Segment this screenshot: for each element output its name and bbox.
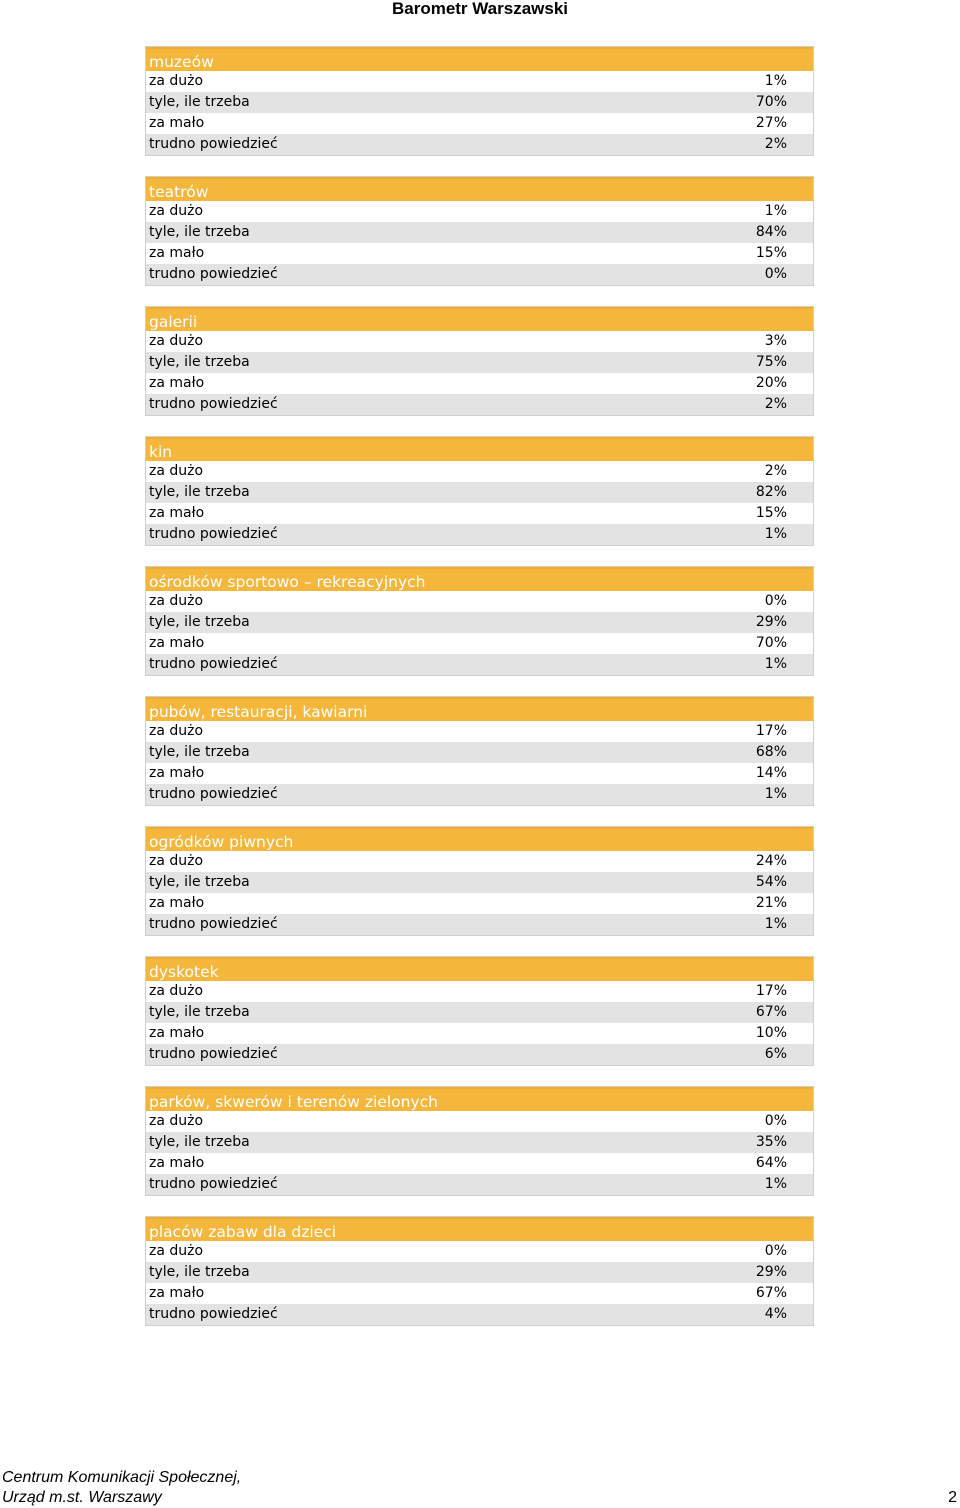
row-label: tyle, ile trzeba bbox=[149, 224, 250, 240]
table-row bbox=[146, 1132, 813, 1153]
row-value: 68% bbox=[755, 744, 787, 760]
table-row bbox=[146, 851, 813, 872]
table-row bbox=[146, 243, 813, 264]
row-label: tyle, ile trzeba bbox=[149, 354, 250, 370]
row-value: 0% bbox=[764, 1113, 787, 1129]
row-value: 17% bbox=[755, 983, 787, 999]
table-row bbox=[146, 461, 813, 482]
row-label: trudno powiedzieć bbox=[149, 656, 278, 672]
row-value: 3% bbox=[764, 333, 787, 349]
row-label: za mało bbox=[149, 505, 205, 521]
table-title: ośrodków sportowo – rekreacyjnych bbox=[146, 567, 813, 591]
table-row bbox=[146, 482, 813, 503]
row-value: 2% bbox=[764, 396, 787, 412]
row-value: 84% bbox=[755, 224, 787, 240]
row-value: 67% bbox=[755, 1285, 787, 1301]
row-value: 70% bbox=[755, 635, 787, 651]
row-label: za mało bbox=[149, 895, 205, 911]
table-row bbox=[146, 1002, 813, 1023]
row-label: tyle, ile trzeba bbox=[149, 614, 250, 630]
row-value: 2% bbox=[764, 136, 787, 152]
table-row bbox=[146, 654, 813, 675]
row-label: za mało bbox=[149, 765, 205, 781]
table-row bbox=[146, 1044, 813, 1065]
row-value: 64% bbox=[755, 1155, 787, 1171]
table-row bbox=[146, 742, 813, 763]
row-value: 1% bbox=[764, 526, 787, 542]
survey-table bbox=[145, 306, 814, 416]
row-label: za dużo bbox=[149, 1113, 204, 1129]
row-label: tyle, ile trzeba bbox=[149, 744, 250, 760]
table-title: pubów, restauracji, kawiarni bbox=[146, 697, 813, 721]
row-label: trudno powiedzieć bbox=[149, 526, 278, 542]
table-row bbox=[146, 872, 813, 893]
row-value: 54% bbox=[755, 874, 787, 890]
row-value: 75% bbox=[755, 354, 787, 370]
table-row bbox=[146, 71, 813, 92]
table-title: parków, skwerów i terenów zielonych bbox=[146, 1087, 813, 1111]
row-value: 1% bbox=[764, 916, 787, 932]
row-value: 82% bbox=[755, 484, 787, 500]
table-title: ogródków piwnych bbox=[146, 827, 813, 851]
row-label: tyle, ile trzeba bbox=[149, 1134, 250, 1150]
row-label: trudno powiedzieć bbox=[149, 786, 278, 802]
page-number: 2 bbox=[948, 1489, 957, 1506]
row-label: trudno powiedzieć bbox=[149, 136, 278, 152]
row-label: za mało bbox=[149, 1285, 205, 1301]
table-row bbox=[146, 113, 813, 134]
table-row bbox=[146, 914, 813, 935]
table-row bbox=[146, 763, 813, 784]
row-label: tyle, ile trzeba bbox=[149, 94, 250, 110]
table-row bbox=[146, 1283, 813, 1304]
survey-tables bbox=[145, 46, 814, 1346]
survey-table bbox=[145, 176, 814, 286]
table-title: dyskotek bbox=[146, 957, 813, 981]
table-row bbox=[146, 264, 813, 285]
row-value: 67% bbox=[755, 1004, 787, 1020]
table-row bbox=[146, 591, 813, 612]
row-value: 1% bbox=[764, 203, 787, 219]
row-value: 70% bbox=[755, 94, 787, 110]
survey-table bbox=[145, 826, 814, 936]
footer-org-line-2: Urząd m.st. Warszawy bbox=[2, 1489, 162, 1506]
row-label: za mało bbox=[149, 115, 205, 131]
table-row bbox=[146, 1304, 813, 1325]
row-value: 1% bbox=[764, 1176, 787, 1192]
row-value: 17% bbox=[755, 723, 787, 739]
survey-table bbox=[145, 566, 814, 676]
table-row bbox=[146, 784, 813, 805]
row-label: za mało bbox=[149, 635, 205, 651]
row-value: 1% bbox=[764, 73, 787, 89]
table-title: teatrów bbox=[146, 177, 813, 201]
row-value: 10% bbox=[755, 1025, 787, 1041]
row-value: 1% bbox=[764, 786, 787, 802]
table-row bbox=[146, 1174, 813, 1195]
survey-table bbox=[145, 1216, 814, 1326]
table-row bbox=[146, 981, 813, 1002]
footer-organization bbox=[2, 1468, 241, 1508]
table-row bbox=[146, 201, 813, 222]
row-label: za dużo bbox=[149, 333, 204, 349]
row-value: 1% bbox=[764, 656, 787, 672]
row-value: 21% bbox=[755, 895, 787, 911]
table-row bbox=[146, 524, 813, 545]
row-label: tyle, ile trzeba bbox=[149, 1004, 250, 1020]
row-label: tyle, ile trzeba bbox=[149, 874, 250, 890]
row-value: 0% bbox=[764, 266, 787, 282]
table-row bbox=[146, 1153, 813, 1174]
table-row bbox=[146, 633, 813, 654]
table-row bbox=[146, 373, 813, 394]
row-value: 15% bbox=[755, 245, 787, 261]
table-row bbox=[146, 893, 813, 914]
survey-table bbox=[145, 1086, 814, 1196]
survey-table bbox=[145, 436, 814, 546]
row-label: za dużo bbox=[149, 73, 204, 89]
row-label: trudno powiedzieć bbox=[149, 1306, 278, 1322]
row-value: 14% bbox=[755, 765, 787, 781]
table-row bbox=[146, 331, 813, 352]
row-value: 6% bbox=[764, 1046, 787, 1062]
table-row bbox=[146, 1241, 813, 1262]
page-title: Barometr Warszawski bbox=[391, 0, 569, 18]
table-row bbox=[146, 394, 813, 415]
table-row bbox=[146, 503, 813, 524]
row-value: 4% bbox=[764, 1306, 787, 1322]
table-title: placów zabaw dla dzieci bbox=[146, 1217, 813, 1241]
row-value: 24% bbox=[755, 853, 787, 869]
survey-table bbox=[145, 956, 814, 1066]
footer-org-line-1: Centrum Komunikacji Społecznej, bbox=[2, 1469, 242, 1486]
row-value: 29% bbox=[755, 1264, 787, 1280]
row-label: tyle, ile trzeba bbox=[149, 1264, 250, 1280]
table-row bbox=[146, 1023, 813, 1044]
row-label: za dużo bbox=[149, 203, 204, 219]
table-title: galerii bbox=[146, 307, 813, 331]
row-value: 2% bbox=[764, 463, 787, 479]
row-label: tyle, ile trzeba bbox=[149, 484, 250, 500]
row-label: za mało bbox=[149, 245, 205, 261]
table-row bbox=[146, 92, 813, 113]
row-label: trudno powiedzieć bbox=[149, 1046, 278, 1062]
row-value: 27% bbox=[755, 115, 787, 131]
row-label: za dużo bbox=[149, 463, 204, 479]
row-label: za dużo bbox=[149, 593, 204, 609]
row-label: za dużo bbox=[149, 1243, 204, 1259]
row-value: 0% bbox=[764, 1243, 787, 1259]
table-row bbox=[146, 721, 813, 742]
row-label: za mało bbox=[149, 1155, 205, 1171]
row-value: 0% bbox=[764, 593, 787, 609]
row-value: 20% bbox=[755, 375, 787, 391]
survey-table bbox=[145, 46, 814, 156]
row-label: za mało bbox=[149, 375, 205, 391]
row-value: 15% bbox=[755, 505, 787, 521]
table-title: kin bbox=[146, 437, 813, 461]
row-label: za dużo bbox=[149, 983, 204, 999]
table-row bbox=[146, 1111, 813, 1132]
row-value: 29% bbox=[755, 614, 787, 630]
row-label: trudno powiedzieć bbox=[149, 266, 278, 282]
table-row bbox=[146, 134, 813, 155]
table-row bbox=[146, 222, 813, 243]
row-value: 35% bbox=[755, 1134, 787, 1150]
row-label: trudno powiedzieć bbox=[149, 396, 278, 412]
row-label: za mało bbox=[149, 1025, 205, 1041]
row-label: trudno powiedzieć bbox=[149, 1176, 278, 1192]
row-label: trudno powiedzieć bbox=[149, 916, 278, 932]
table-row bbox=[146, 1262, 813, 1283]
survey-table bbox=[145, 696, 814, 806]
table-row bbox=[146, 352, 813, 373]
table-row bbox=[146, 612, 813, 633]
row-label: za dużo bbox=[149, 853, 204, 869]
row-label: za dużo bbox=[149, 723, 204, 739]
table-title: muzeów bbox=[146, 47, 813, 71]
